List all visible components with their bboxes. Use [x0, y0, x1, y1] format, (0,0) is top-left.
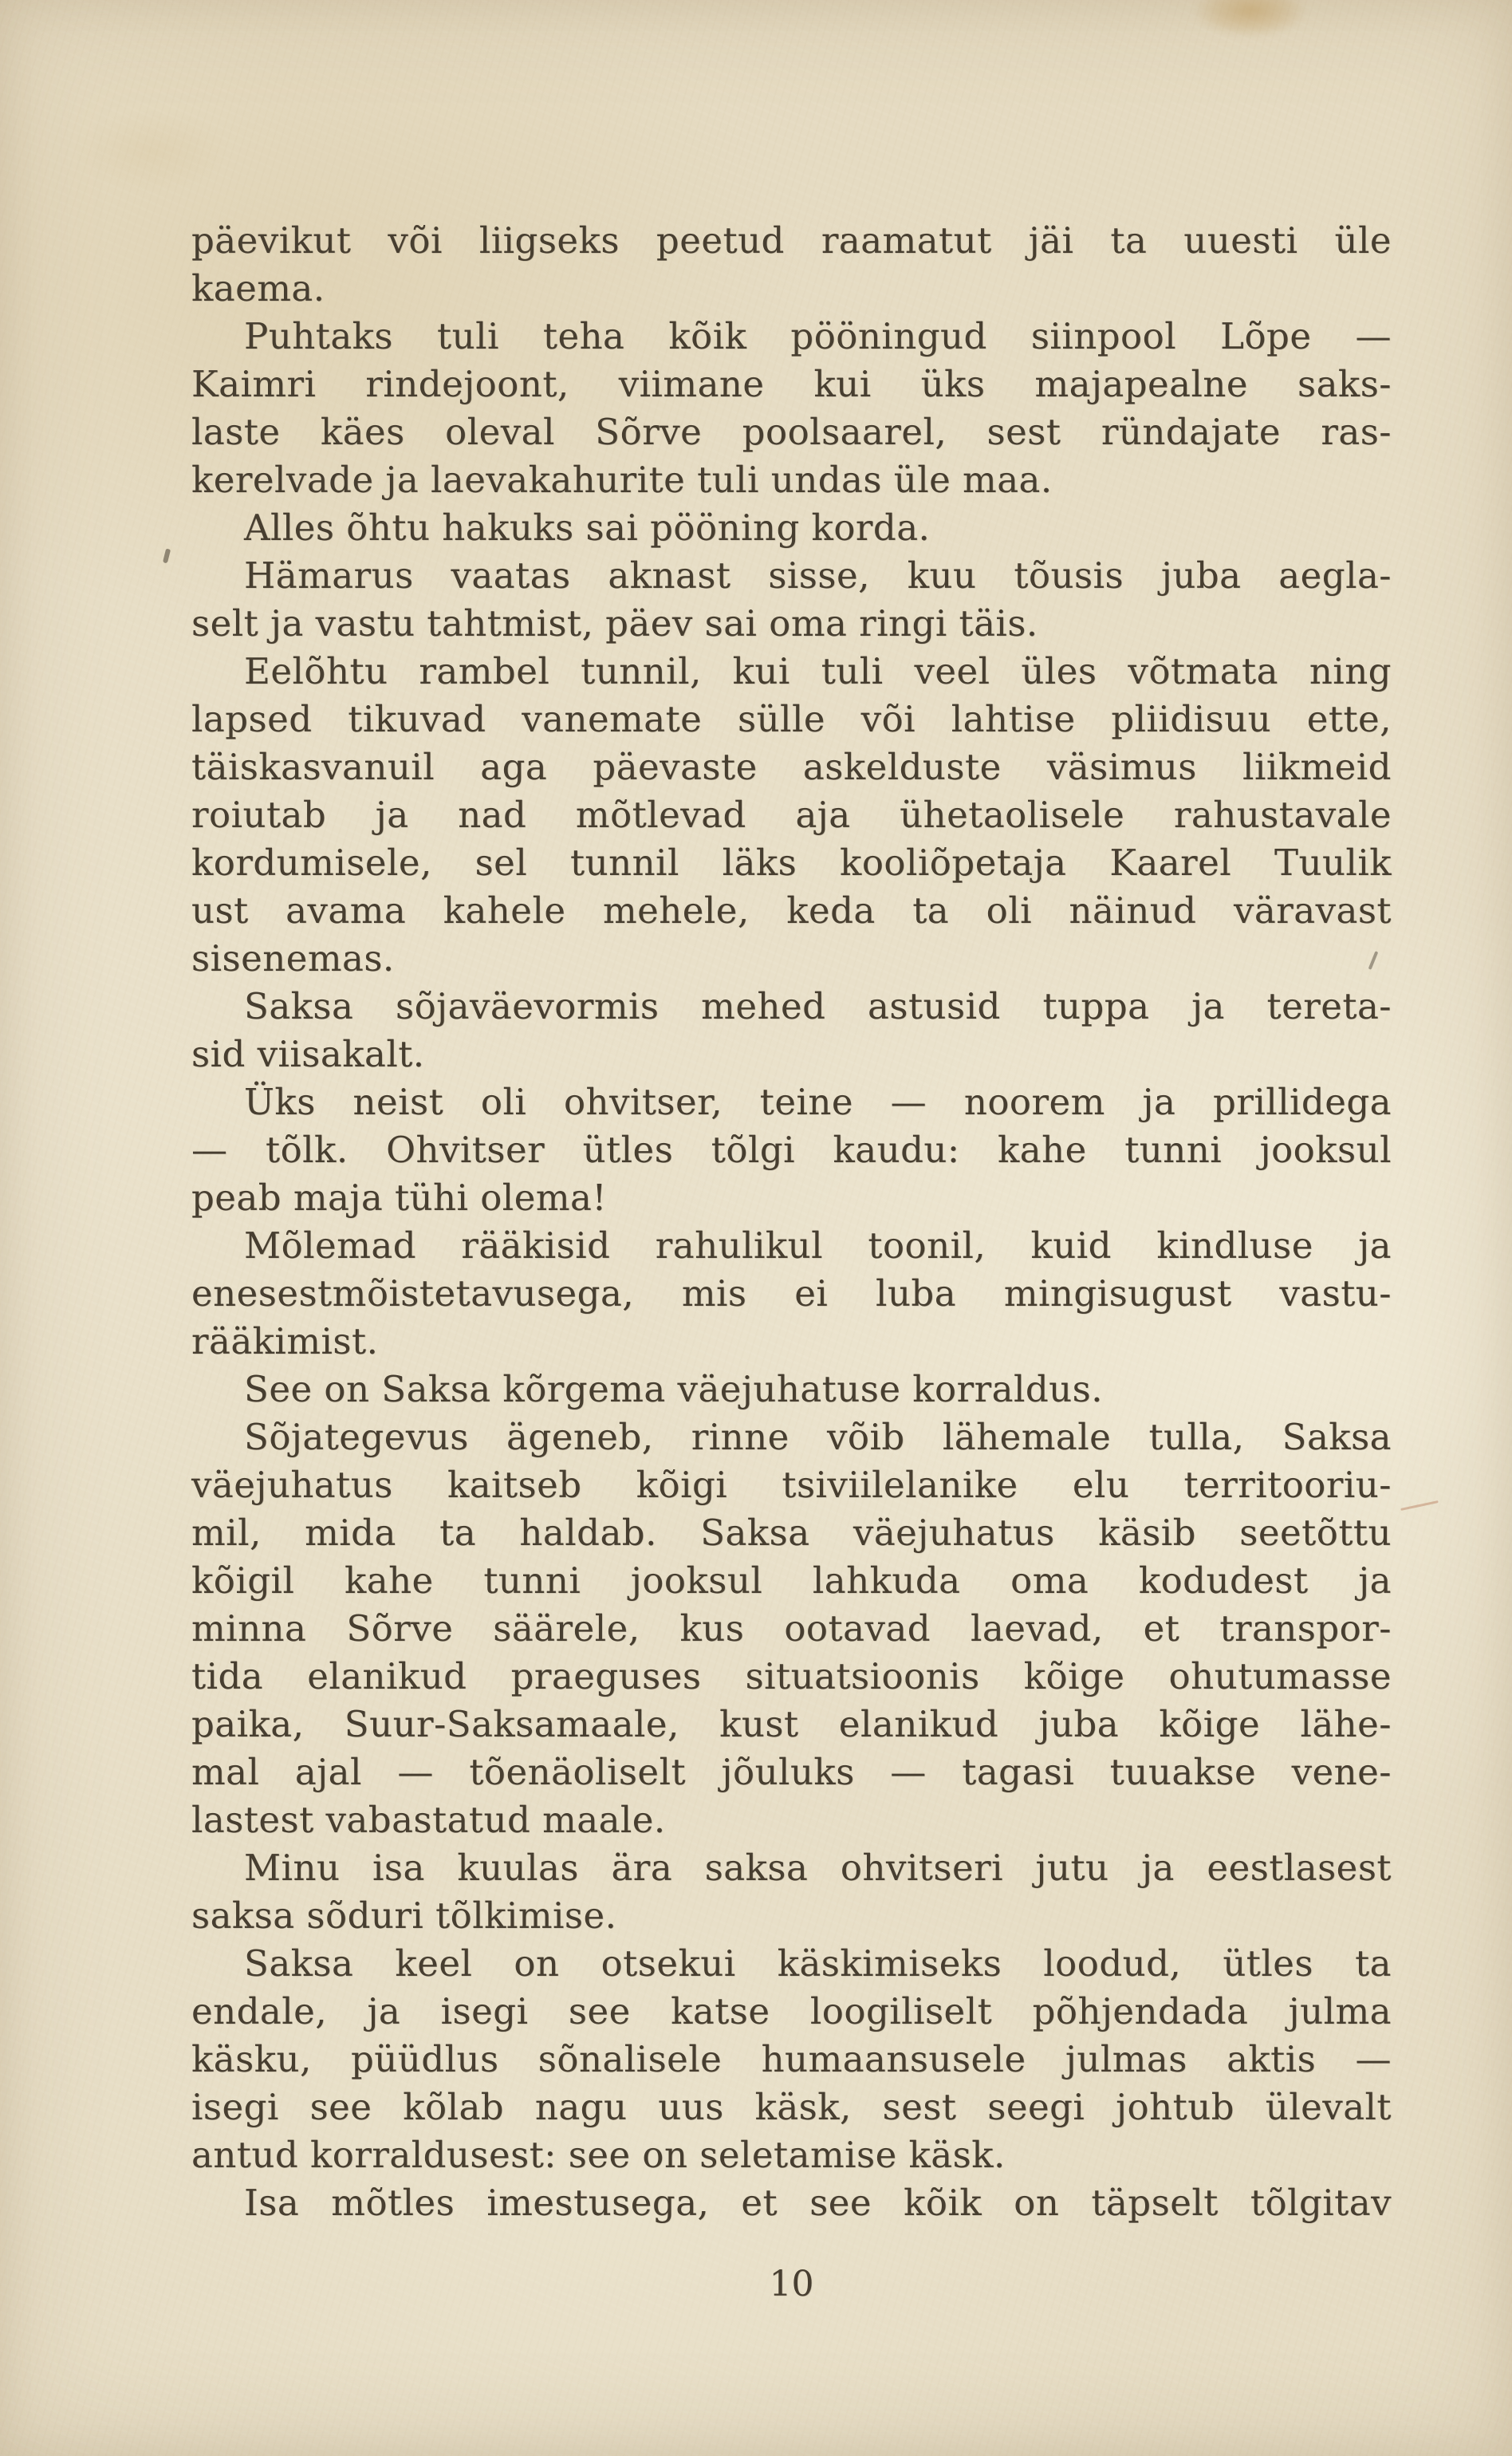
text-line: Minu isa kuulas ära saksa ohvitseri jutu ja eestlasest: [244, 1847, 1392, 1889]
text-line: mal ajal — tõenäoliselt jõuluks — tagasi tuuakse vene-: [191, 1751, 1392, 1793]
text-line: kaema.: [191, 267, 325, 309]
text-line: lapsed tikuvad vanemate sülle või lahtise pliidisuu ette,: [191, 698, 1392, 740]
text-line: paika, Suur-Saksamaale, kust elanikud juba kõige lähe-: [191, 1703, 1392, 1745]
text-line: sid viisakalt.: [191, 1033, 425, 1075]
paper-stain: [48, 96, 255, 207]
text-line: käsku, püüdlus sõnalisele humaansusele julmas aktis —: [191, 2038, 1392, 2080]
text-line: endale, ja isegi see katse loogiliselt põhjendada julma: [191, 1990, 1392, 2032]
text-line: Puhtaks tuli teha kõik pööningud siinpool Lõpe —: [244, 315, 1392, 357]
text-line: rääkimist.: [191, 1320, 379, 1362]
text-line: ust avama kahele mehele, keda ta oli näinud väravast: [191, 889, 1392, 932]
text-line: kõigil kahe tunni jooksul lahkuda oma kodudest ja: [191, 1559, 1392, 1602]
text-line: Hämarus vaatas aknast sisse, kuu tõusis juba aegla-: [244, 554, 1392, 597]
text-line: väejuhatus kaitseb kõigi tsiviilelanike elu territooriu-: [191, 1464, 1392, 1506]
text-block: [191, 217, 1392, 2227]
text-line: isegi see kõlab nagu uus käsk, sest seegi johtub ülevalt: [191, 2086, 1392, 2128]
stray-ink-mark: [163, 549, 171, 564]
text-line: selt ja vastu tahtmist, päev sai oma ringi täis.: [191, 602, 1038, 645]
text-line: kordumisele, sel tunnil läks kooliõpetaja Kaarel Tuulik: [191, 842, 1392, 884]
text-line: täiskasvanuil aga päevaste askelduste väsimus liikmeid: [191, 746, 1392, 788]
text-line: peab maja tühi olema!: [191, 1177, 607, 1219]
text-line: Saksa keel on otsekui käskimiseks loodud, ütles ta: [244, 1942, 1392, 1985]
text-line: — tõlk. Ohvitser ütles tõlgi kaudu: kahe tunni jooksul: [191, 1129, 1392, 1171]
paper-scratch: [1400, 1500, 1439, 1511]
text-line: saksa sõduri tõlkimise.: [191, 1894, 617, 1937]
text-line: päevikut või liigseks peetud raamatut jäi ta uuesti üle: [191, 219, 1392, 262]
text-line: mil, mida ta haldab. Saksa väejuhatus käsib seetõttu: [191, 1512, 1392, 1554]
text-line: Mõlemad rääkisid rahulikul toonil, kuid kindluse ja: [244, 1224, 1392, 1267]
text-line: sisenemas.: [191, 937, 395, 980]
text-line: Isa mõtles imestusega, et see kõik on täpselt tõlgitav: [244, 2182, 1392, 2224]
paper-stain: [1171, 0, 1330, 49]
text-line: Üks neist oli ohvitser, teine — noorem ja prillidega: [244, 1081, 1392, 1123]
page-number: 10: [769, 2264, 814, 2304]
text-line: Kaimri rindejoont, viimane kui üks majapealne saks-: [191, 363, 1392, 405]
text-line: antud korraldusest: see on seletamise käsk.: [191, 2134, 1006, 2176]
text-line: Saksa sõjaväevormis mehed astusid tuppa ja tereta-: [244, 985, 1392, 1027]
text-line: enesestmõistetavusega, mis ei luba mingisugust vastu-: [191, 1272, 1392, 1315]
text-line: tida elanikud praeguses situatsioonis kõige ohutumasse: [191, 1655, 1392, 1697]
text-line: See on Saksa kõrgema väejuhatuse korraldus.: [244, 1368, 1104, 1410]
text-line: roiutab ja nad mõtlevad aja ühetaolisele rahustavale: [191, 794, 1392, 836]
text-line: minna Sõrve säärele, kus ootavad laevad, et transpor-: [191, 1607, 1392, 1650]
text-line: laste käes oleval Sõrve poolsaarel, sest ründajate ras-: [191, 411, 1392, 453]
text-line: Eelõhtu rambel tunnil, kui tuli veel üles võtmata ning: [244, 650, 1392, 692]
text-line: lastest vabastatud maale.: [191, 1799, 666, 1841]
text-line: Sõjategevus ägeneb, rinne võib lähemale tulla, Saksa: [244, 1416, 1392, 1458]
text-line: Alles õhtu hakuks sai pööning korda.: [244, 507, 931, 549]
text-line: kerelvade ja laevakahurite tuli undas üle maa.: [191, 459, 1053, 501]
